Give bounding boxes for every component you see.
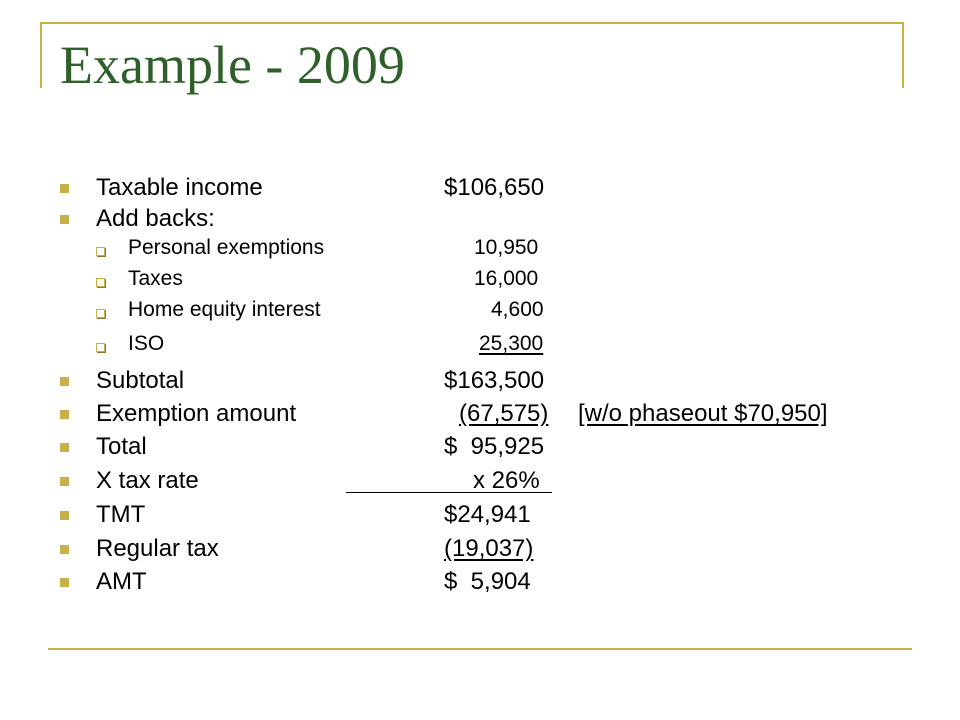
row-label: Subtotal [96,367,185,394]
square-bullet-icon [60,443,69,452]
top-rule [40,22,904,24]
row-value: $ 5,904 [444,568,531,595]
square-bullet-icon [60,477,69,486]
square-bullet-icon [60,184,69,193]
row-value: 4,600 [491,298,544,321]
hollow-square-bullet-icon [96,247,105,256]
row-value: 16,000 [474,267,539,290]
bottom-rule [48,648,912,650]
right-rule [902,22,904,88]
row-label: Regular tax [96,535,219,562]
row-value: $163,500 [444,367,545,394]
row-value: (67,575) [459,400,549,427]
row-label: Total [96,433,147,460]
square-bullet-icon [60,410,69,419]
left-rule [40,22,42,88]
row-label: X tax rate [96,467,199,494]
row-label: Taxable income [96,174,263,201]
row-note: [w/o phaseout $70,950] [578,400,828,427]
row-label: AMT [96,568,147,595]
row-value: 25,300 [479,332,544,355]
square-bullet-icon [60,578,69,587]
row-label: ISO [128,332,165,355]
square-bullet-icon [60,215,69,224]
row-label: Add backs: [96,205,215,232]
row-value: (19,037) [444,535,534,562]
row-label: Taxes [128,267,183,290]
row-label: Personal exemptions [128,236,325,259]
row-value: x 26% [473,467,540,494]
square-bullet-icon [60,511,69,520]
slide-title: Example - 2009 [60,35,405,95]
hollow-square-bullet-icon [96,278,105,287]
hollow-square-bullet-icon [96,309,105,318]
hollow-square-bullet-icon [96,343,105,352]
row-value: 10,950 [474,236,539,259]
row-value: $106,650 [444,174,545,201]
row-value: $ 95,925 [444,433,545,460]
square-bullet-icon [60,377,69,386]
square-bullet-icon [60,545,69,554]
row-label: Home equity interest [128,298,321,321]
row-label: Exemption amount [96,400,297,427]
row-value: $24,941 [444,501,531,528]
row-label: TMT [96,501,146,528]
